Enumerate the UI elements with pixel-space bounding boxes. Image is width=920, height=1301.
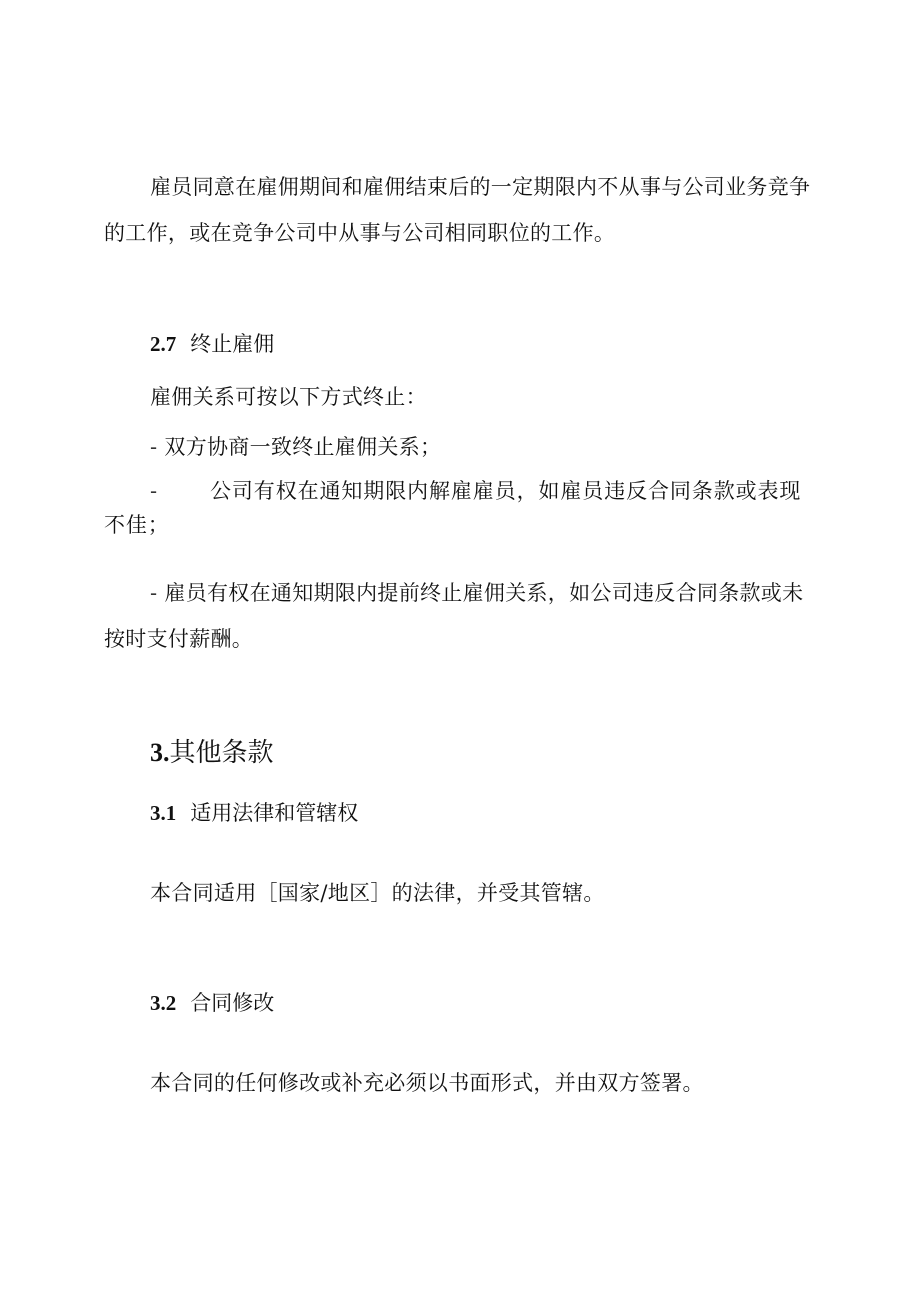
section-title: 终止雇佣 [190, 332, 275, 356]
section-3-heading [150, 735, 274, 771]
list-item [104, 474, 820, 542]
list-dash: - [150, 479, 158, 503]
section-3-2-heading [150, 988, 274, 1018]
list-item-text: 公司有权在通知期限内解雇雇员，如雇员违反合同条款或表现不佳； [104, 479, 802, 537]
list-item [104, 570, 820, 662]
section-number: 3. [150, 738, 170, 767]
governing-law-paragraph: 本合同适用［国家/地区］的法律，并受其管辖。 [150, 881, 605, 905]
section-number: 3.1 [150, 801, 177, 825]
list-dash: - [150, 581, 158, 605]
list-dash: - [150, 435, 158, 459]
section-number: 3.2 [150, 991, 177, 1015]
amendment-paragraph: 本合同的任何修改或补充必须以书面形式，并由双方签署。 [150, 1071, 704, 1095]
section-number: 2.7 [150, 332, 177, 356]
section-title: 适用法律和管辖权 [190, 801, 359, 825]
section-title: 其他条款 [169, 738, 274, 768]
section-title: 合同修改 [190, 991, 275, 1015]
intro-paragraph: 雇员同意在雇佣期间和雇佣结束后的一定期限内不从事与公司业务竞争的工作，或在竞争公司中从事与公司相同职位的工作。 [104, 175, 811, 245]
termination-lead: 雇佣关系可按以下方式终止： [150, 385, 427, 409]
section-3-1-heading [150, 798, 358, 828]
section-2-7-heading [150, 329, 274, 359]
list-item-text: 双方协商一致终止雇佣关系； [164, 435, 442, 459]
list-item-text: 雇员有权在通知期限内提前终止雇佣关系，如公司违反合同条款或未按时支付薪酬。 [104, 581, 804, 651]
list-item [104, 424, 820, 470]
